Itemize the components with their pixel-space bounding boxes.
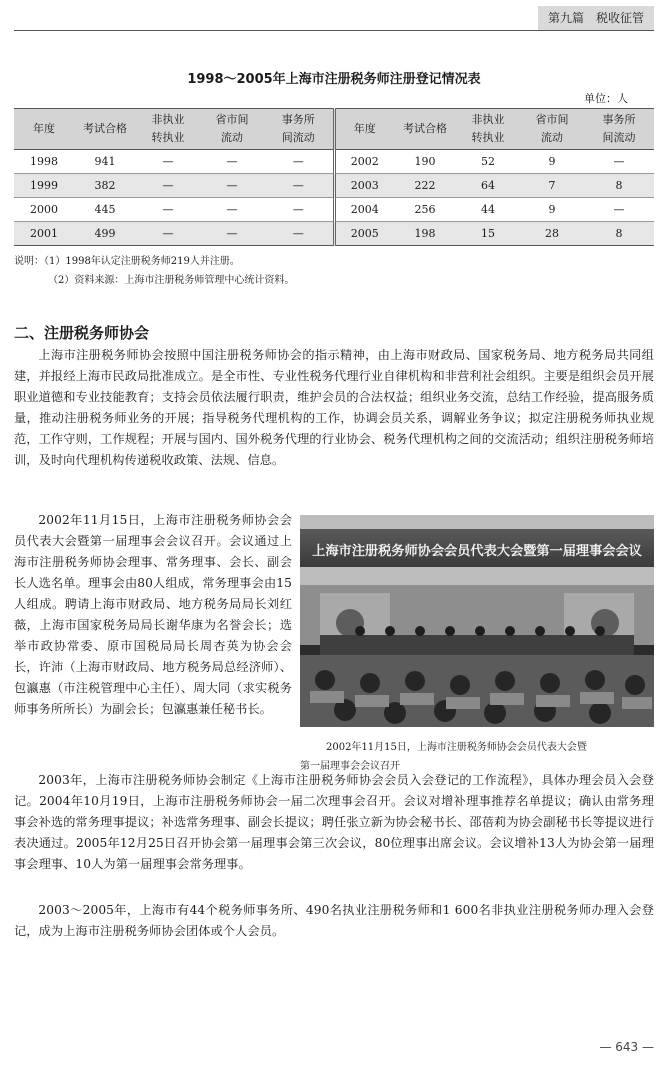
table-cell: — [136, 222, 200, 246]
header-label: 转执业 [471, 131, 505, 144]
table-cell: 44 [456, 198, 520, 222]
table-cell: 64 [456, 174, 520, 198]
table-cell: 2002 [334, 150, 394, 174]
table-cell: — [264, 150, 334, 174]
photo-caption-line-1: 2002年11月15日，上海市注册税务师协会会员代表大会暨 [326, 742, 587, 753]
table-cell: — [200, 198, 264, 222]
table-cell: 190 [394, 150, 456, 174]
table-cell: 28 [520, 222, 584, 246]
table-cell: — [200, 222, 264, 246]
table-cell: 941 [74, 150, 136, 174]
table-cell: 7 [520, 174, 584, 198]
photo-banner-text: 上海市注册税务师协会会员代表大会暨第一届理事会会议 [312, 544, 642, 559]
header-label: 年度 [33, 122, 55, 135]
table-cell: 2003 [334, 174, 394, 198]
table-cell: 382 [74, 174, 136, 198]
table-cell: — [264, 198, 334, 222]
table-title: 1998～2005年上海市注册税务师注册登记情况表 [187, 72, 481, 87]
table-row [14, 198, 654, 222]
table-cell: 2005 [334, 222, 394, 246]
header-label: 流动 [221, 131, 243, 144]
table-cell: 2000 [14, 198, 74, 222]
table-unit: 单位：人 [584, 92, 628, 105]
table-cell: — [200, 174, 264, 198]
paragraph-2003-2005: 2003～2005年，上海市有44个税务师事务所、490名执业注册税务师和1 600名非执业注册税务师办理入会登记，成为上海市注册税务师协会团体或个人会员。 [14, 903, 654, 938]
table-cell: — [200, 150, 264, 174]
table-header-cell [584, 109, 654, 150]
table-header-cell [264, 109, 334, 150]
table-cell: — [136, 174, 200, 198]
header-label: 省市间 [535, 113, 569, 126]
table-cell: 52 [456, 150, 520, 174]
table-cell: — [264, 222, 334, 246]
table-cell: 9 [520, 198, 584, 222]
table-header-cell [520, 109, 584, 150]
note-2: （2）资料来源：上海市注册税务师管理中心统计资料。 [48, 275, 295, 286]
section-heading: 二、注册税务师协会 [14, 324, 150, 342]
table-cell: — [136, 198, 200, 222]
table-cell: 445 [74, 198, 136, 222]
header-label: 年度 [353, 122, 376, 135]
table-row [14, 150, 654, 174]
note-1: 说明：（1）1998年认定注册税务师219人并注册。 [14, 256, 240, 267]
header-label: 流动 [541, 131, 563, 144]
meeting-photo-illustration [300, 515, 654, 727]
table-header-cell [136, 109, 200, 150]
table-row [14, 174, 654, 198]
header-label: 非执业 [151, 113, 185, 126]
table-notes [14, 252, 294, 290]
paragraph-2002: 2002年11月15日，上海市注册税务师协会会员代表大会暨第一届理事会会议召开。会议通过上海市注册税务师协会理事、常务理事、会长、副会长人选名单。理事会由80人组成，常务理事会由15人组成。聘请上海市财政局、地方税务局局长刘红薇，上海市国家税务局局长谢华康为名誉会长；选举市政协常委、原市国税局局长周杏英为协会会长，许沛（上海市财政局、地方税务局总经济师）、包瀛惠（市注税管理中心主任）、周大同（求实税务师事务所所长）为副会长；包瀛惠兼任秘书长。 [14, 513, 292, 716]
table-cell: 1999 [14, 174, 74, 198]
page-number: — 643 — [599, 1040, 654, 1054]
table-cell: 2001 [14, 222, 74, 246]
header-label: 省市间 [215, 113, 249, 126]
table-header-cell [456, 109, 520, 150]
header-label: 事务所 [602, 113, 636, 126]
table-cell: — [264, 174, 334, 198]
table-header-row [14, 109, 654, 150]
header-label: 考试合格 [83, 122, 127, 135]
table-cell: — [136, 150, 200, 174]
table-cell: 1998 [14, 150, 74, 174]
header-label: 转执业 [151, 131, 185, 144]
table-cell: 2004 [334, 198, 394, 222]
table-header-cell [74, 109, 136, 150]
header-rule [14, 30, 654, 31]
table-header-cell [14, 109, 74, 150]
table-body [14, 150, 654, 246]
header-label: 事务所 [281, 113, 315, 126]
table-cell: — [584, 150, 654, 174]
header-label: 非执业 [471, 113, 505, 126]
header-label: 间流动 [602, 131, 636, 144]
meeting-photo [300, 515, 654, 727]
table-cell: 222 [394, 174, 456, 198]
table-cell: 499 [74, 222, 136, 246]
table-cell: 9 [520, 150, 584, 174]
photo-caption-line-2: 第一届理事会会议召开 [300, 761, 400, 772]
section-tab: 第九篇 税收征管 [538, 6, 654, 30]
table-row [14, 222, 654, 246]
table-cell: 15 [456, 222, 520, 246]
table-header-cell [394, 109, 456, 150]
table-cell: 198 [394, 222, 456, 246]
registration-table [14, 108, 654, 246]
table-cell: 8 [584, 222, 654, 246]
table-cell: 8 [584, 174, 654, 198]
paragraph-intro: 上海市注册税务师协会按照中国注册税务师协会的指示精神，由上海市财政局、国家税务局、地方税务局共同组建，并报经上海市民政局批准成立。是全市性、专业性税务代理行业自律机构和非营利社会组织。主要是组织会员开展职业道德和专业技能教育；支持会员依法履行职责，维护会员的合法权益；组织业务交流，总结工作经验，提高服务质量，推动注册税务师业务的开展；指导税务代理机构的工作，协调会员关系，调解业务争议；拟定注册税务师执业规范，工作守则，工作规程；开展与国内、国外税务代理的行业协会、税务代理机构之间的交流活动；组织注册税务师培训，及时向代理机构传递税收政策、法规、信息。 [14, 348, 654, 467]
table-header-cell [334, 109, 394, 150]
table-cell: 256 [394, 198, 456, 222]
page-header [0, 0, 668, 38]
paragraph-2003: 2003年，上海市注册税务师协会制定《上海市注册税务师协会会员入会登记的工作流程》，具体办理会员入会登记。2004年10月19日，上海市注册税务师协会一届二次理事会召开。会议对增补理事推荐名单提议；确认由常务理事会补选的常务理事提议；补选常务理事、副会长提议；聘任张立新为协会秘书长、邵蓓莉为协会副秘书长等提议进行表决通过。2005年12月25日召开协会第一届理事会第三次会议，80位理事出席会议。会议增补13人为协会第一届理事会理事、10人为第一届理事会常务理事。 [14, 773, 654, 871]
header-label: 考试合格 [403, 122, 447, 135]
table-cell: — [584, 198, 654, 222]
table-header-cell [200, 109, 264, 150]
header-label: 间流动 [281, 131, 315, 144]
